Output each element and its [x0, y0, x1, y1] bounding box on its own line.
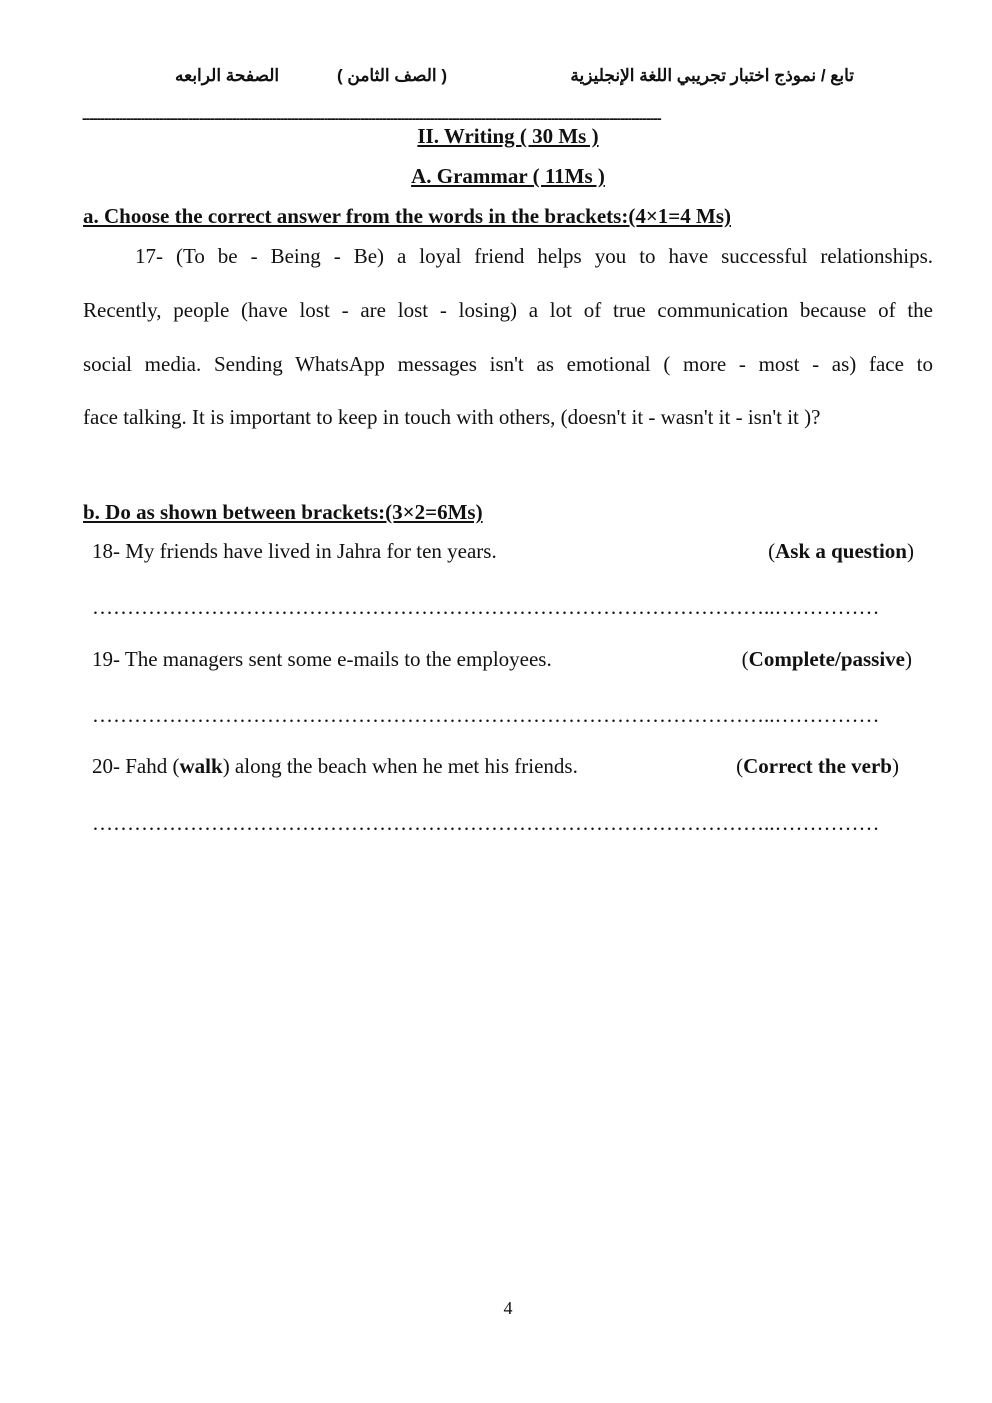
answer-line-19[interactable]: ……………………………………………………………………………………..……………: [92, 703, 880, 727]
header-page-label: الصفحة الرابعه: [175, 66, 280, 85]
question-20: 20- Fahd (walk) along the beach when he met his friends.: [92, 754, 578, 778]
question-19-instruction: (Complete/passive): [741, 647, 912, 671]
section-title: II. Writing ( 30 Ms ): [417, 124, 599, 148]
question-18: 18- My friends have lived in Jahra for ten years.: [92, 539, 497, 563]
header-divider: --------------------------------------------------------------------------------------------------------------------------------------------------------------: [82, 110, 661, 126]
header-title: تابع / نموذج اختبار تجريبي اللغة الإنجليزية: [570, 66, 854, 85]
question-19: 19- The managers sent some e-mails to the employees.: [92, 647, 552, 671]
part-a-heading: a. Choose the correct answer from the words in the brackets:(4×1=4 Ms): [83, 204, 731, 228]
subsection-title: A. Grammar ( 11Ms ): [411, 164, 605, 188]
question-17-line: Recently, people (have lost - are lost - losing) a lot of true communication because of the: [83, 298, 933, 322]
part-b-heading: b. Do as shown between brackets:(3×2=6Ms): [83, 500, 483, 524]
question-20-instruction: (Correct the verb): [736, 754, 899, 778]
question-18-instruction: (Ask a question): [768, 539, 914, 563]
header-grade: ( الصف الثامن ): [337, 66, 447, 85]
page-number: 4: [503, 1298, 513, 1318]
question-17-line: face talking. It is important to keep in touch with others, (doesn't it - wasn't it - isn't it )?: [83, 405, 821, 429]
answer-line-18[interactable]: ……………………………………………………………………………………..……………: [92, 595, 880, 619]
answer-line-20[interactable]: ……………………………………………………………………………………..……………: [92, 811, 880, 835]
question-17-line: social media. Sending WhatsApp messages isn't as emotional ( more - most - as) face to: [83, 352, 933, 376]
question-17-line: 17- (To be - Being - Be) a loyal friend helps you to have successful relationships.: [135, 244, 933, 268]
